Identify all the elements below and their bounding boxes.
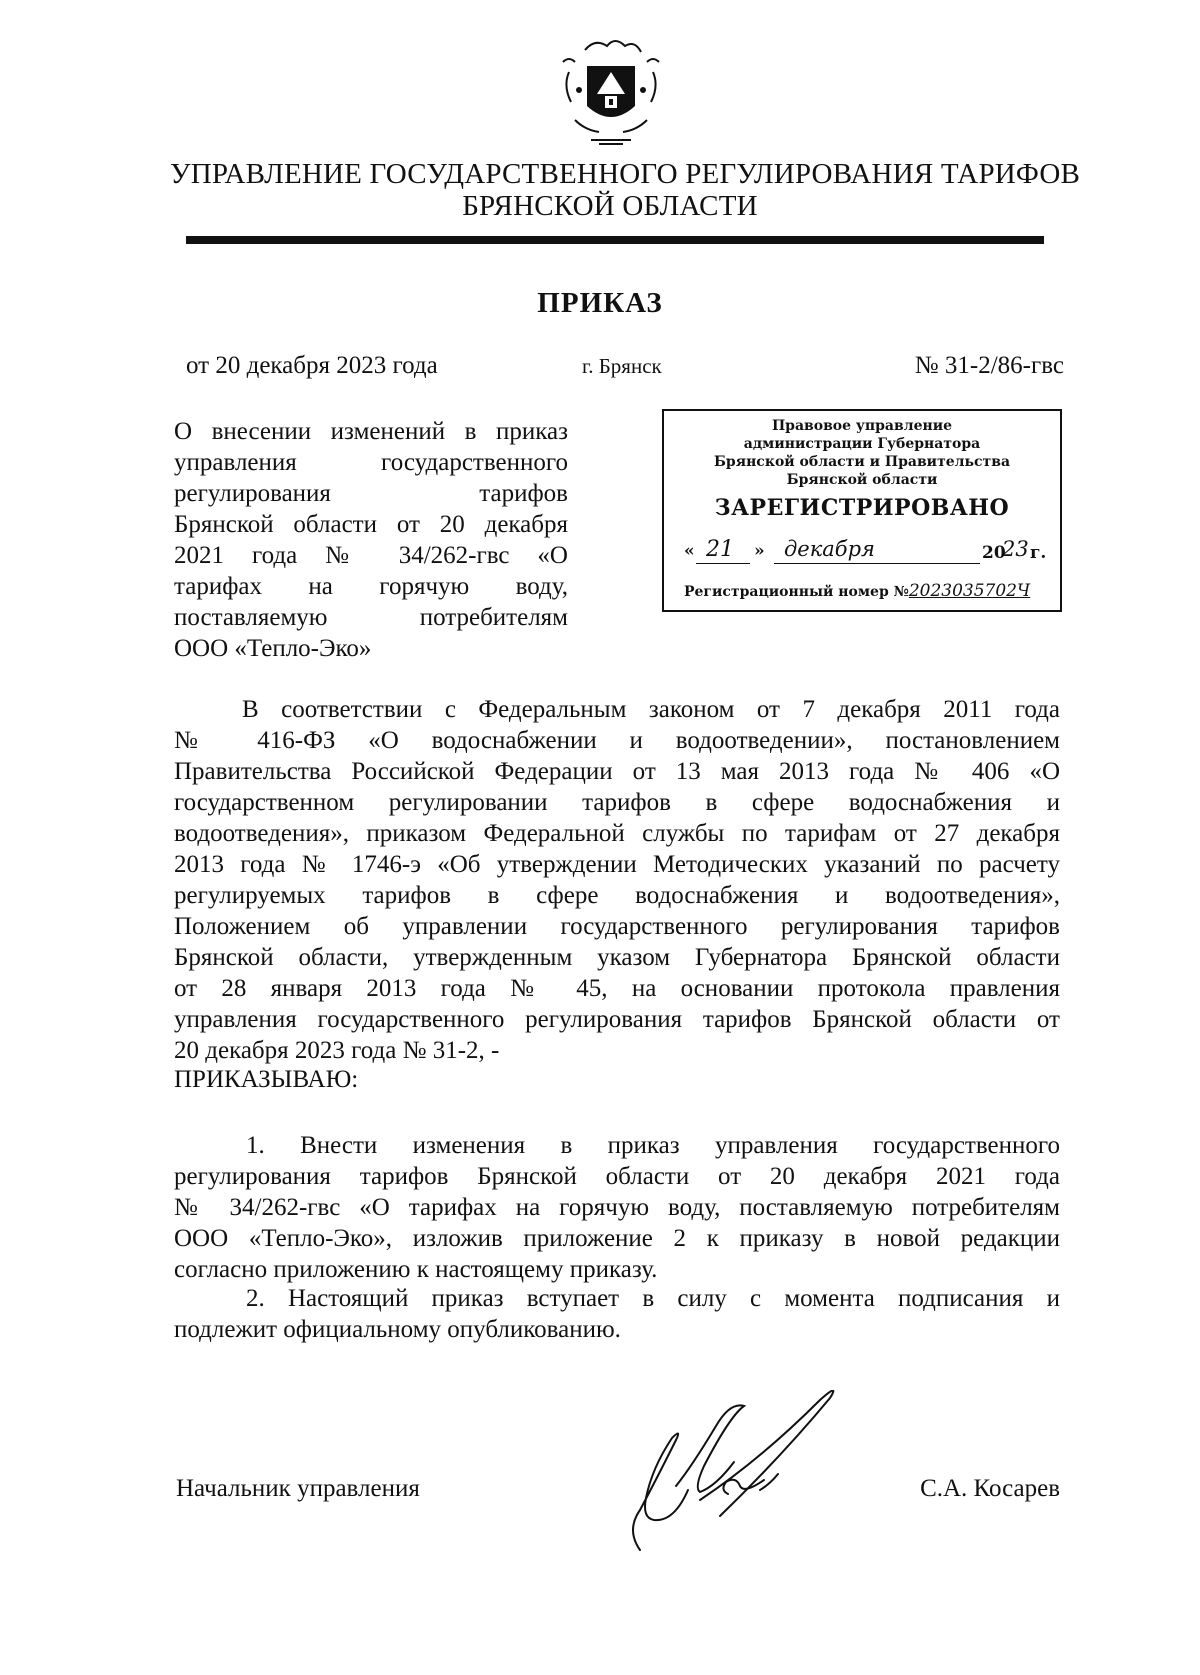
subject-line: управления государственного <box>174 449 568 476</box>
stamp-line: Правовое управление <box>771 418 953 434</box>
stamp-day: 21 <box>706 537 734 562</box>
preamble-line: государственном регулировании тарифов в сфере водоснабжения и <box>174 789 1060 816</box>
stamp-line: администрации Губернатора <box>743 436 981 452</box>
item-line: согласно приложению к настоящему приказу. <box>174 1256 658 1283</box>
item-line: регулирования тарифов Брянской области от 20 декабря 2021 года <box>174 1163 1060 1190</box>
item-line: ООО «Тепло-Эко», изложив приложение 2 к приказу в новой редакции <box>174 1225 1060 1252</box>
signatory-title: Начальник управления <box>176 1475 420 1502</box>
preamble-line: от 28 января 2013 года № 45, на основании протокола правления <box>174 975 1060 1002</box>
preamble-line: управления государственного регулирования тарифов Брянской области от <box>174 1006 1060 1033</box>
stamp-regnum-value: 2023035702Ч <box>908 581 1031 601</box>
stamp-registered: ЗАРЕГИСТРИРОВАНО <box>714 495 1010 521</box>
stamp-year-prefix: 20 <box>982 543 1006 563</box>
signatory-name: С.А. Косарев <box>920 1475 1060 1502</box>
preamble-line: Положением об управлении государственного регулирования тарифов <box>174 913 1060 940</box>
subject-line: 2021 года № 34/262-гвс «О <box>174 542 568 569</box>
organization-name-line1: УПРАВЛЕНИЕ ГОСУДАРСТВЕННОГО РЕГУЛИРОВАНИЯ ТАРИФОВ <box>170 158 1081 190</box>
preamble-paragraph <box>174 694 1060 1066</box>
subject-line: тарифах на горячую воду, <box>174 573 568 600</box>
order-item-2 <box>174 1283 1060 1345</box>
preamble-line: регулируемых тарифов в сфере водоснабжения и водоотведения», <box>174 882 1060 909</box>
preamble-line: Брянской области, утвержденным указом Губернатора Брянской области <box>174 944 1060 971</box>
document-title: ПРИКАЗ <box>537 287 663 319</box>
stamp-year-unit: г. <box>1030 543 1047 563</box>
item-line: № 34/262-гвс «О тарифах на горячую воду, поставляемую потребителям <box>174 1194 1060 1221</box>
header-divider <box>186 236 1044 244</box>
subject-line: поставляемую потребителям <box>174 604 568 631</box>
subject-line: ООО «Тепло-Эко» <box>174 635 372 662</box>
stamp-date: « 21 » декабря 20 23 г. <box>684 537 1047 563</box>
stamp-line: Брянской области и Правительства <box>713 454 1011 470</box>
preamble-line: 20 декабря 2023 года № 31-2, - <box>174 1037 500 1064</box>
document-number: № 31-2/86-гвс <box>914 352 1064 379</box>
item-line: 2. Настоящий приказ вступает в силу с момента подписания и <box>246 1285 1060 1312</box>
preamble-line: № 416-ФЗ «О водоснабжении и водоотведении», постановлением <box>174 727 1060 754</box>
subject-line: О внесении изменений в приказ <box>174 418 568 445</box>
preamble-line: В соответствии с Федеральным законом от 7 декабря 2011 года <box>242 696 1060 723</box>
coat-of-arms-icon <box>555 32 667 150</box>
document-subject <box>174 416 568 664</box>
stamp-month: декабря <box>784 537 875 561</box>
document-date: от 20 декабря 2023 года <box>186 352 438 379</box>
document-city: г. Брянск <box>582 354 662 378</box>
order-word: ПРИКАЗЫВАЮ: <box>174 1066 359 1093</box>
organization-name-line2: БРЯНСКОЙ ОБЛАСТИ <box>462 190 758 222</box>
order-item-1 <box>174 1130 1060 1285</box>
subject-line: регулирования тарифов <box>174 480 568 507</box>
preamble-line: Правительства Российской Федерации от 13 мая 2013 года № 406 «О <box>174 758 1060 785</box>
item-line: 1. Внести изменения в приказ управления государственного <box>246 1132 1060 1159</box>
stamp-line: Брянской области <box>786 472 938 488</box>
stamp-regnum <box>684 581 1030 601</box>
preamble-line: 2013 года № 1746-э «Об утверждении Методических указаний по расчету <box>174 851 1060 878</box>
item-line: подлежит официальному опубликованию. <box>174 1316 621 1343</box>
subject-line: Брянской области от 20 декабря <box>174 511 568 538</box>
stamp-regnum-label: Регистрационный номер № <box>684 584 909 600</box>
preamble-line: водоотведения», приказом Федеральной службы по тарифам от 27 декабря <box>174 820 1060 847</box>
registration-stamp <box>662 409 1062 612</box>
stamp-year-suffix: 23 <box>1002 537 1029 561</box>
handwritten-signature-icon <box>610 1390 860 1560</box>
